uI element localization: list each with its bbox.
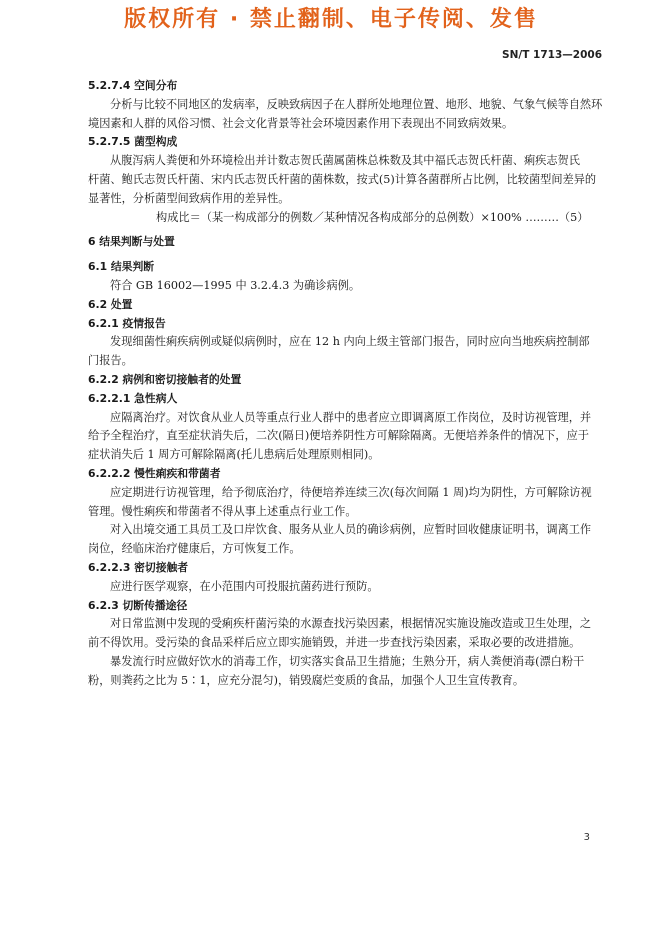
paragraph-line: 症状消失后 1 周方可解除隔离(托儿患病后处理原则相同)。	[88, 448, 380, 462]
watermark-banner: 版权所有 · 禁止翻制、电子传阅、发售	[124, 7, 538, 32]
paragraph-line: 对入出境交通工具员工及口岸饮食、服务从业人员的确诊病例，应暂时回收健康证明书，调离工作	[110, 523, 592, 537]
paragraph-line: 显著性，分析菌型间致病作用的差异性。	[88, 191, 290, 205]
page-number: 3	[583, 832, 590, 843]
section-heading-6-2-1: 6.2.1 疫情报告	[88, 316, 166, 330]
section-heading-6-2-2-2: 6.2.2.2 慢性痢疾和带菌者	[88, 466, 221, 480]
section-heading-6-2-2-1: 6.2.2.1 急性病人	[88, 391, 178, 405]
paragraph-line: 粉，则粪药之比为 5∶1，应充分混匀)，销毁腐烂变质的食品，加强个人卫生宣传教育。	[88, 673, 525, 687]
paragraph-line: 管理。慢性痢疾和带菌者不得从事上述重点行业工作。	[88, 504, 357, 518]
paragraph-line: 应进行医学观察，在小范围内可投服抗菌药进行预防。	[110, 579, 379, 593]
section-heading-5-2-7-4: 5.2.7.4 空间分布	[88, 79, 178, 92]
paragraph-line: 给予全程治疗，直至症状消失后，二次(隔日)便培养阴性方可解除隔离。无便培养条件的情况下，应于	[88, 429, 589, 443]
paragraph-line: 应定期进行访视管理，给予彻底治疗，待便培养连续三次(每次间隔 1 周)均为阴性，方可解除访视	[110, 485, 592, 499]
paragraph-line: 符合 GB 16002—1995 中 3.2.4.3 为确诊病例。	[110, 278, 361, 292]
document-body	[88, 77, 604, 691]
section-heading-5-2-7-5: 5.2.7.5 菌型构成	[88, 135, 178, 149]
paragraph-line: 对日常监测中发现的受痢疾杆菌污染的水源查找污染因素，根据情况实施设施改造或卫生处理，之	[110, 617, 592, 631]
paragraph-line: 门报告。	[88, 354, 133, 368]
paragraph-line: 杆菌、鲍氏志贺氏杆菌、宋内氏志贺氏杆菌的菌株数，按式(5)计算各菌群所占比例，比较菌型间差异的	[88, 172, 597, 186]
paragraph-line: 前不得饮用。受污染的食品采样后应立即实施销毁，并进一步查找污染因素，采取必要的改进措施。	[88, 636, 581, 650]
paragraph-line: 暴发流行时应做好饮水的消毒工作，切实落实食品卫生措施；生熟分开，病人粪便消毒(漂白粉干	[110, 654, 585, 668]
paragraph-line: 岗位，经临床治疗健康后，方可恢复工作。	[88, 542, 301, 556]
section-heading-6-2-3: 6.2.3 切断传播途径	[88, 598, 188, 612]
paragraph-line: 发现细菌性痢疾病例或疑似病例时，应在 12 h 内向上级主管部门报告，同时应向当地疾病控制部	[110, 335, 590, 349]
standard-number: SN/T 1713—2006	[502, 49, 602, 61]
paragraph-line: 从腹泻病人粪便和外环境检出并计数志贺氏菌属菌株总株数及其中福氏志贺氏杆菌、痢疾志贺氏	[110, 154, 580, 168]
formula-5: 构成比＝（某一构成部分的例数／某种情况各构成部分的总例数）×100% ………（5）	[156, 210, 589, 224]
section-heading-6-2-2: 6.2.2 病例和密切接触者的处置	[88, 372, 242, 386]
paragraph-line: 应隔离治疗。对饮食从业人员等重点行业人群中的患者应立即调离原工作岗位，及时访视管理，并	[110, 410, 592, 424]
section-heading-6-2: 6.2 处置	[88, 297, 133, 311]
section-heading-6-2-2-3: 6.2.2.3 密切接触者	[88, 560, 189, 574]
paragraph-line: 境因素和人群的风俗习惯、社会文化背景等社会环境因素作用下表现出不同致病效果。	[88, 116, 514, 130]
section-heading-6: 6 结果判断与处置	[88, 235, 175, 249]
paragraph-line: 分析与比较不同地区的发病率，反映致病因子在人群所处地理位置、地形、地貌、气象气候等自然环	[110, 97, 603, 111]
section-heading-6-1: 6.1 结果判断	[88, 260, 155, 274]
